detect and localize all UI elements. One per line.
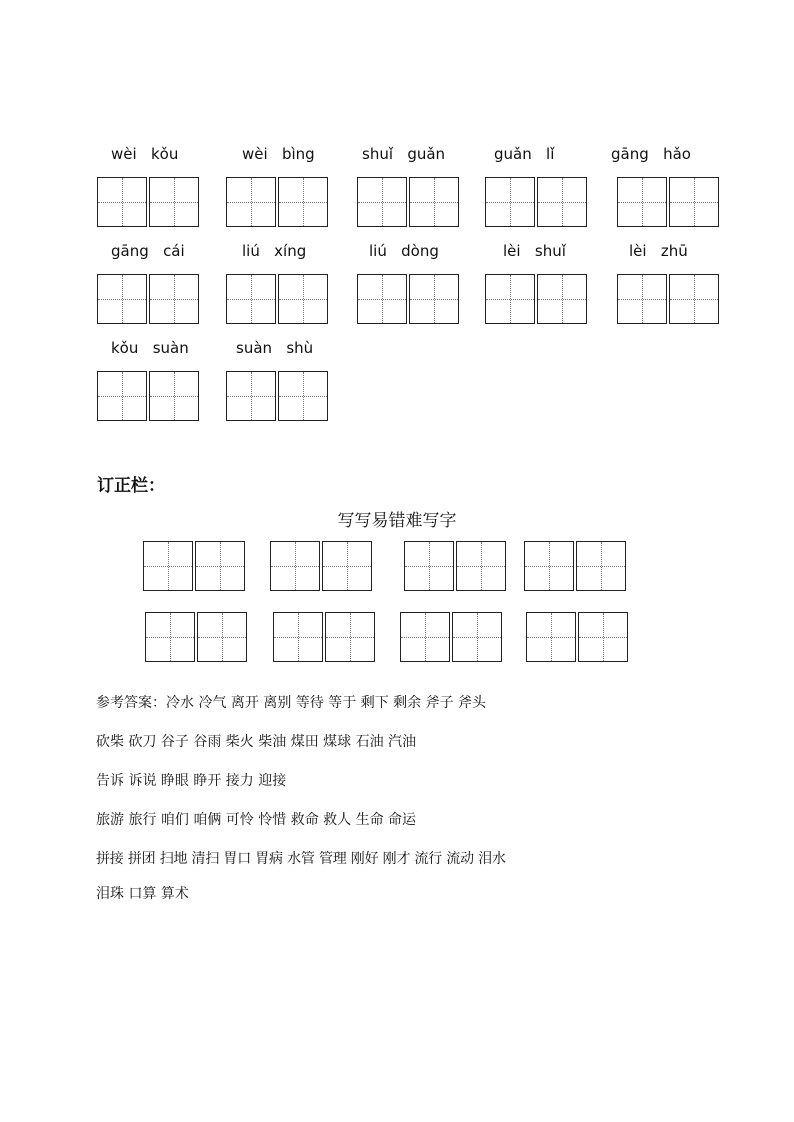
practice-grid[interactable]	[145, 612, 247, 662]
pinyin-row2-4: lèi shuǐ	[503, 242, 566, 260]
grid-cell[interactable]	[404, 541, 454, 591]
grid-cell[interactable]	[357, 274, 407, 324]
correction-section-title: 订正栏：	[97, 476, 165, 496]
grid-cell[interactable]	[149, 177, 199, 227]
grid-cell[interactable]	[226, 274, 276, 324]
grid-cell[interactable]	[325, 612, 375, 662]
grid-cell[interactable]	[278, 177, 328, 227]
grid-cell[interactable]	[526, 612, 576, 662]
grid-cell[interactable]	[195, 541, 245, 591]
grid-cell[interactable]	[278, 371, 328, 421]
grid-cell[interactable]	[357, 177, 407, 227]
grid-cell[interactable]	[97, 371, 147, 421]
pinyin-row1-2: wèi bìng	[242, 145, 315, 163]
writing-grid[interactable]	[485, 274, 587, 324]
writing-grid[interactable]	[226, 177, 328, 227]
practice-grid[interactable]	[526, 612, 628, 662]
answer-line: 参考答案：冷水 冷气 离开 离别 等待 等于 剩下 剩余 斧子 斧头	[96, 695, 487, 711]
pinyin-row2-1: gāng cái	[111, 242, 185, 260]
grid-cell[interactable]	[669, 274, 719, 324]
pinyin-row3-2: suàn shù	[236, 339, 314, 357]
reference-answers	[96, 684, 736, 914]
writing-grid[interactable]	[357, 274, 459, 324]
pinyin-row1-5: gāng hǎo	[611, 145, 691, 163]
grid-cell[interactable]	[273, 612, 323, 662]
grid-cell[interactable]	[537, 177, 587, 227]
grid-cell[interactable]	[485, 177, 535, 227]
grid-cell[interactable]	[400, 612, 450, 662]
grid-cell[interactable]	[617, 274, 667, 324]
practice-grid[interactable]	[273, 612, 375, 662]
grid-cell[interactable]	[617, 177, 667, 227]
practice-title: 写写易错难写字	[337, 511, 457, 531]
writing-grid[interactable]	[226, 371, 328, 421]
writing-grid[interactable]	[97, 274, 199, 324]
pinyin-row1-4: guǎn lǐ	[494, 145, 555, 163]
grid-cell[interactable]	[576, 541, 626, 591]
pinyin-row2-5: lèi zhū	[629, 242, 688, 260]
practice-grid[interactable]	[400, 612, 502, 662]
practice-grid[interactable]	[524, 541, 626, 591]
grid-cell[interactable]	[322, 541, 372, 591]
grid-cell[interactable]	[456, 541, 506, 591]
answer-line: 告诉 诉说 睁眼 睁开 接力 迎接	[96, 773, 287, 789]
grid-cell[interactable]	[226, 177, 276, 227]
pinyin-row3-1: kǒu suàn	[111, 339, 189, 357]
grid-cell[interactable]	[578, 612, 628, 662]
grid-cell[interactable]	[145, 612, 195, 662]
writing-grid[interactable]	[617, 274, 719, 324]
grid-cell[interactable]	[409, 177, 459, 227]
grid-cell[interactable]	[149, 371, 199, 421]
answer-line: 旅游 旅行 咱们 咱俩 可怜 怜惜 救命 救人 生命 命运	[96, 812, 417, 828]
practice-grid[interactable]	[270, 541, 372, 591]
pinyin-row2-2: liú xíng	[242, 242, 307, 260]
grid-cell[interactable]	[226, 371, 276, 421]
writing-grid[interactable]	[97, 177, 199, 227]
grid-cell[interactable]	[270, 541, 320, 591]
grid-cell[interactable]	[149, 274, 199, 324]
grid-cell[interactable]	[97, 274, 147, 324]
grid-cell[interactable]	[143, 541, 193, 591]
answer-line: 泪珠 口算 算术	[96, 886, 189, 902]
practice-grid[interactable]	[143, 541, 245, 591]
writing-grid[interactable]	[97, 371, 199, 421]
grid-cell[interactable]	[197, 612, 247, 662]
grid-cell[interactable]	[669, 177, 719, 227]
answer-line: 砍柴 砍刀 谷子 谷雨 柴火 柴油 煤田 煤球 石油 汽油	[96, 734, 417, 750]
grid-cell[interactable]	[409, 274, 459, 324]
writing-grid[interactable]	[485, 177, 587, 227]
grid-cell[interactable]	[537, 274, 587, 324]
writing-grid[interactable]	[357, 177, 459, 227]
pinyin-row1-1: wèi kǒu	[111, 145, 179, 163]
grid-cell[interactable]	[452, 612, 502, 662]
grid-cell[interactable]	[524, 541, 574, 591]
grid-cell[interactable]	[278, 274, 328, 324]
writing-grid[interactable]	[617, 177, 719, 227]
writing-grid[interactable]	[226, 274, 328, 324]
pinyin-row1-3: shuǐ guǎn	[362, 145, 446, 163]
pinyin-row2-3: liú dòng	[369, 242, 439, 260]
practice-grid[interactable]	[404, 541, 506, 591]
grid-cell[interactable]	[97, 177, 147, 227]
grid-cell[interactable]	[485, 274, 535, 324]
answer-line: 拼接 拼团 扫地 清扫 胃口 胃病 水管 管理 刚好 刚才 流行 流动 泪水	[96, 851, 506, 867]
